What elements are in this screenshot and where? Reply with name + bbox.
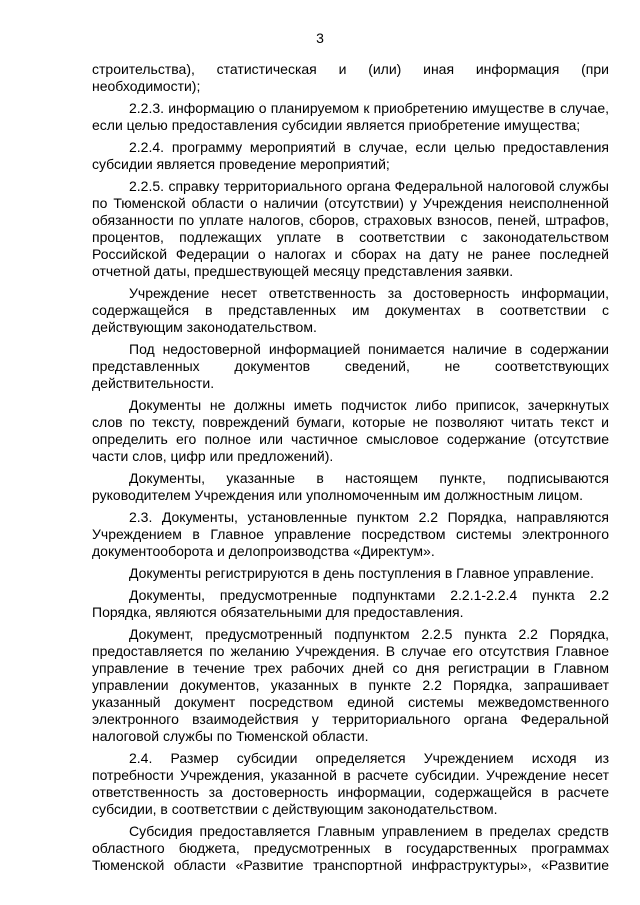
paragraph: 2.3. Документы, установленные пунктом 2.2 Порядка, направляются Учреждением в Главное управление посредством системы электронного документооборота и делопроизводства «Директум». xyxy=(92,509,609,559)
document-body xyxy=(92,61,609,879)
paragraph: Учреждение несет ответственность за достоверность информации, содержащейся в представленных им документах в соответствии с действующим законодательством. xyxy=(92,285,609,335)
paragraph: Документы не должны иметь подчисток либо приписок, зачеркнутых слов по тексту, повреждений бумаги, которые не позволяют читать текст и определить его полное или частичное смысловое содержание (отсутствие части слов, цифр или предложений). xyxy=(92,397,609,464)
paragraph: Документы, указанные в настоящем пункте, подписываются руководителем Учреждения или уполномоченным им должностным лицом. xyxy=(92,470,609,503)
paragraph: 2.2.3. информацию о планируемом к приобретению имуществе в случае, если целью предоставления субсидии является приобретение имущества; xyxy=(92,100,609,133)
page-number: 3 xyxy=(316,30,324,46)
paragraph: Документы, предусмотренные подпунктами 2.2.1-2.2.4 пункта 2.2 Порядка, являются обязательными для предоставления. xyxy=(92,587,609,620)
paragraph: Субсидия предоставляется Главным управлением в пределах средств областного бюджета, предусмотренных в государственных программах Тюменской области «Развитие транспортной инфраструктуры», «Развитие xyxy=(92,823,609,873)
paragraph: Документы регистрируются в день поступления в Главное управление. xyxy=(129,565,594,581)
paragraph: 2.2.4. программу мероприятий в случае, если целью предоставления субсидии является проведение мероприятий; xyxy=(92,139,609,172)
paragraph: Под недостоверной информацией понимается наличие в содержании представленных документов сведений, не соответствующих действительности. xyxy=(92,341,609,391)
paragraph: строительства), статистическая и (или) иная информация (при необходимости); xyxy=(92,61,609,94)
paragraph: 2.4. Размер субсидии определяется Учреждением исходя из потребности Учреждения, указанной в расчете субсидии. Учреждение несет ответственность за достоверность информации, содержащейся в расчете субсидии, в соответствии с действующим законодательством. xyxy=(92,750,609,817)
paragraph: 2.2.5. справку территориального органа Федеральной налоговой службы по Тюменской области о наличии (отсутствии) у Учреждения неисполненной обязанности по уплате налогов, сборов, страховых взносов, пеней, штрафов, процентов, подлежащих уплате в соответствии с законодательством Российской Федерации о налогах и сборах на дату не ранее последней отчетной даты, предшествующей месяцу представления заявки. xyxy=(92,178,609,279)
paragraph: Документ, предусмотренный подпунктом 2.2.5 пункта 2.2 Порядка, предоставляется по желанию Учреждения. В случае его отсутствия Главное управление в течение трех рабочих дней со дня регистрации в Главном управлении документов, указанных в пункте 2.2 Порядка, запрашивает указанный документ посредством единой системы межведомственного электронного взаимодействия у территориального органа Федеральной налоговой службы по Тюменской области. xyxy=(92,626,609,744)
